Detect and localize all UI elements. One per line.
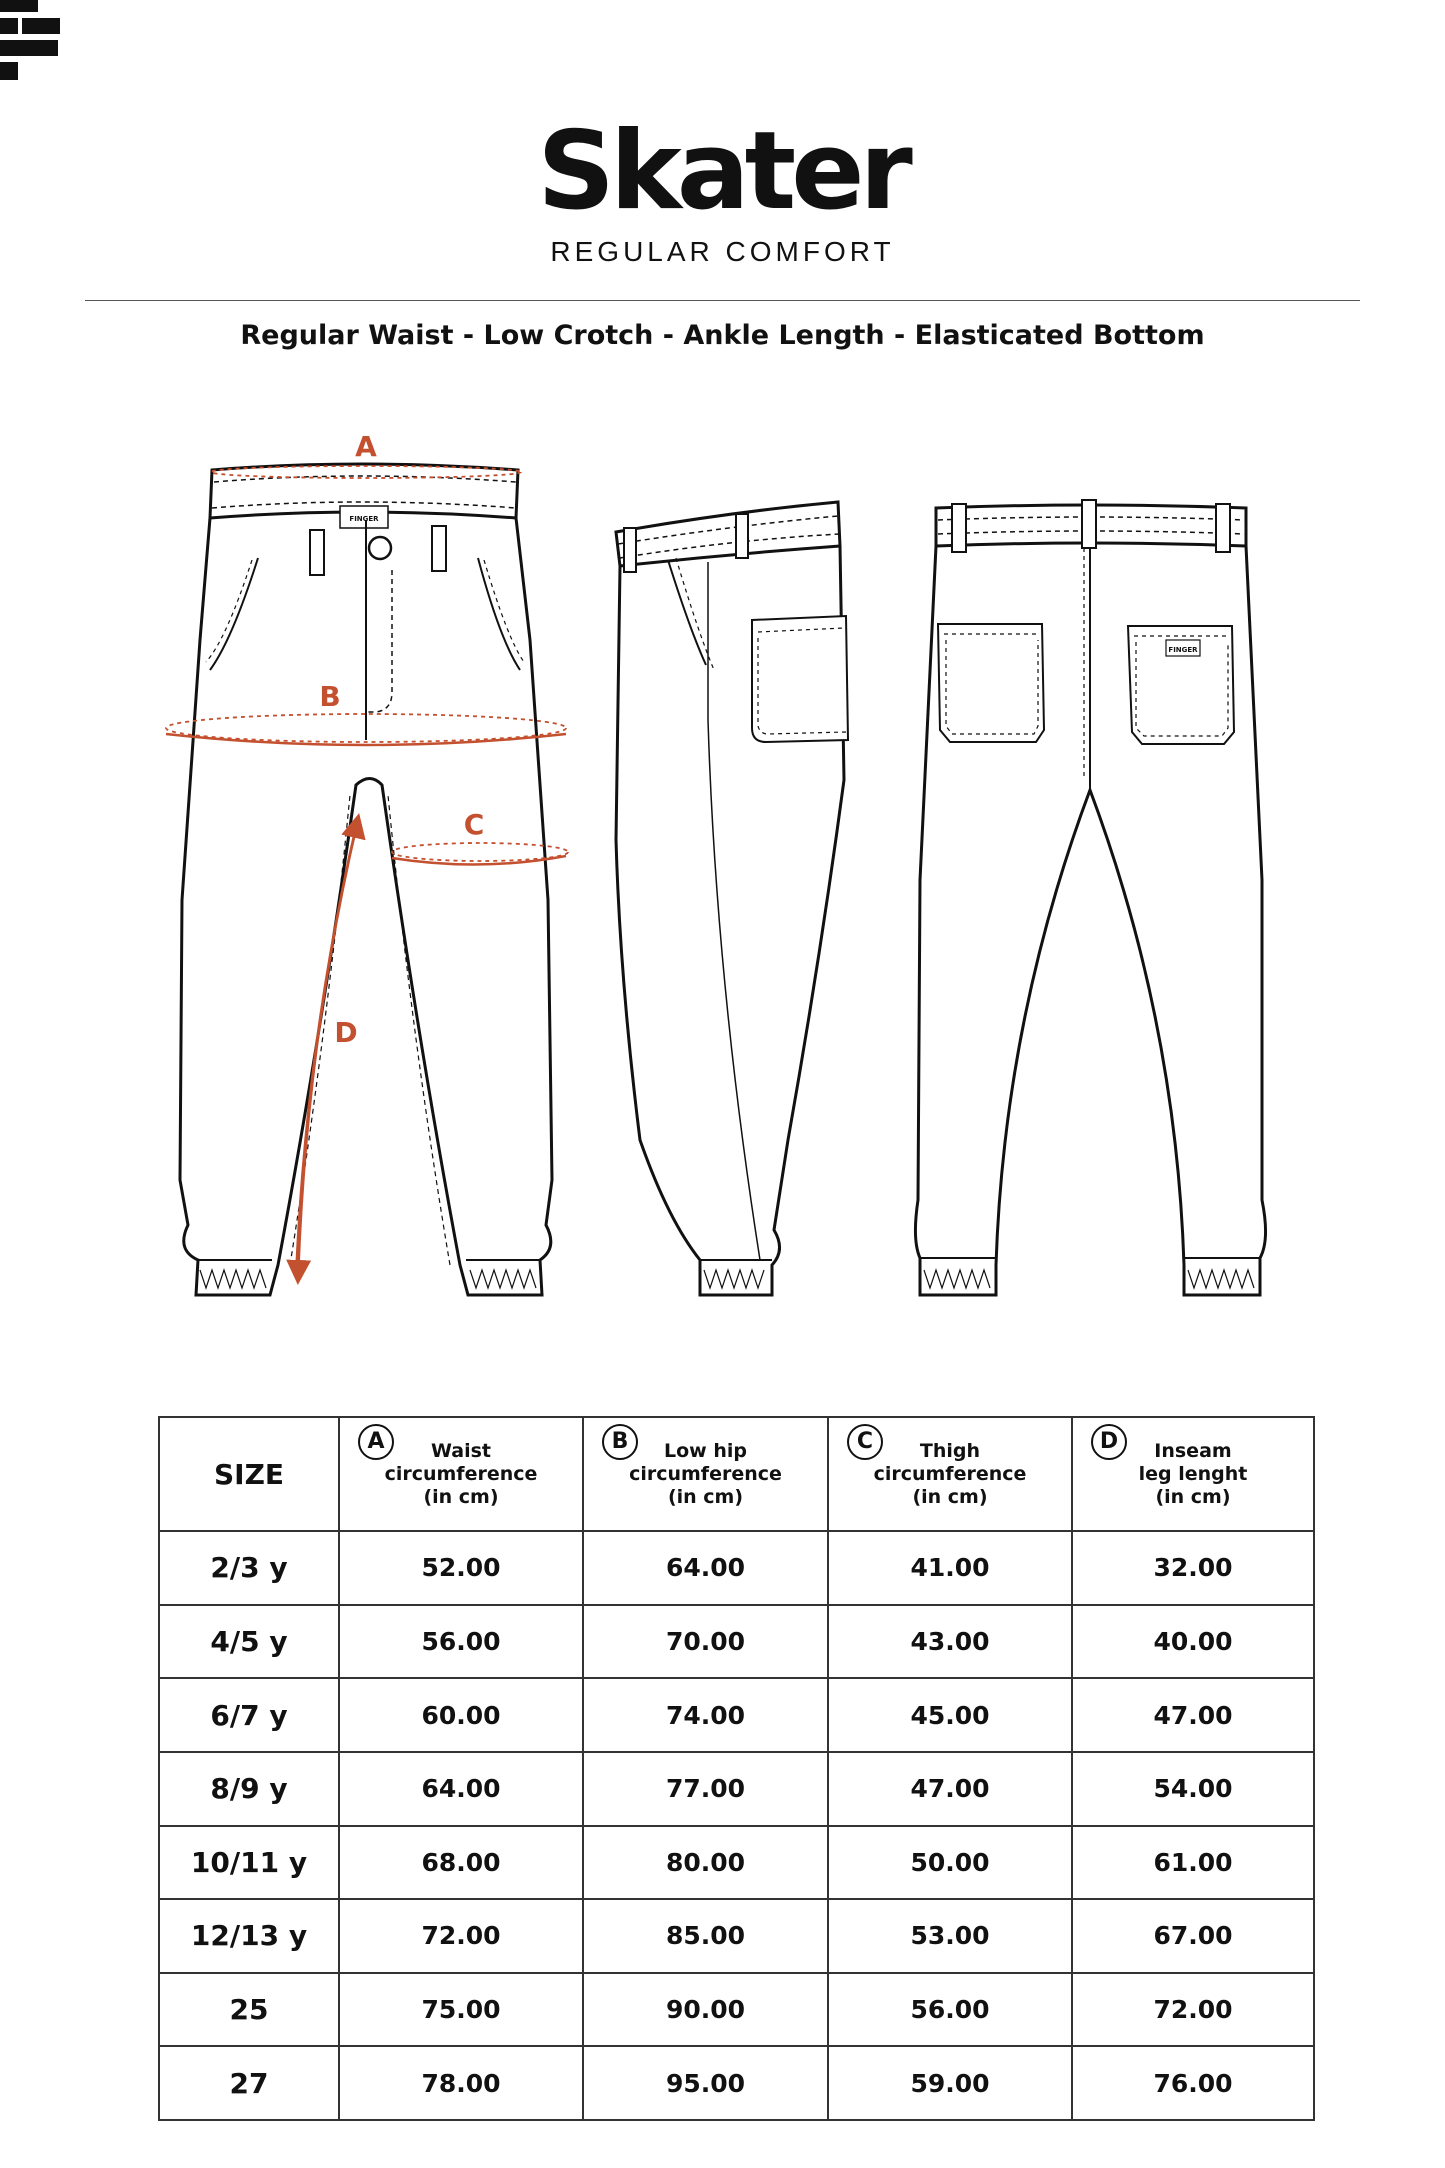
low-hip-cell: 95.00 <box>583 2046 828 2120</box>
badge-c: C <box>847 1424 883 1460</box>
side-view <box>616 502 848 1295</box>
size-cell: 12/13 y <box>159 1899 339 1973</box>
thigh-cell: 53.00 <box>828 1899 1072 1973</box>
badge-b: B <box>602 1424 638 1460</box>
thigh-cell: 50.00 <box>828 1826 1072 1900</box>
size-cell: 8/9 y <box>159 1752 339 1826</box>
size-cell: 2/3 y <box>159 1531 339 1605</box>
column-header-low-hip: B Low hip circumference (in cm) <box>583 1417 828 1531</box>
inseam-cell: 40.00 <box>1072 1605 1314 1679</box>
pants-technical-drawing <box>0 420 1445 1320</box>
waist-cell: 60.00 <box>339 1678 583 1752</box>
table-header-row <box>159 1417 1314 1531</box>
brand-logo-icon <box>0 0 60 82</box>
thigh-cell: 45.00 <box>828 1678 1072 1752</box>
inseam-cell: 72.00 <box>1072 1973 1314 2047</box>
measurement-label-c: C <box>463 808 485 841</box>
measurement-label-a: A <box>355 430 377 463</box>
inseam-cell: 32.00 <box>1072 1531 1314 1605</box>
inseam-cell: 76.00 <box>1072 2046 1314 2120</box>
back-tag-label: FINGER <box>1168 646 1198 654</box>
table-row <box>159 1899 1314 1973</box>
badge-d: D <box>1091 1424 1127 1460</box>
inseam-cell: 54.00 <box>1072 1752 1314 1826</box>
inseam-cell: 67.00 <box>1072 1899 1314 1973</box>
table-row <box>159 1678 1314 1752</box>
waist-cell: 56.00 <box>339 1605 583 1679</box>
front-tag-label: FINGER <box>349 515 379 523</box>
thigh-cell: 43.00 <box>828 1605 1072 1679</box>
thigh-cell: 41.00 <box>828 1531 1072 1605</box>
front-view <box>180 464 552 1295</box>
inseam-cell: 61.00 <box>1072 1826 1314 1900</box>
low-hip-cell: 70.00 <box>583 1605 828 1679</box>
waist-cell: 68.00 <box>339 1826 583 1900</box>
waist-cell: 75.00 <box>339 1973 583 2047</box>
column-header-thigh: C Thigh circumference (in cm) <box>828 1417 1072 1531</box>
table-row <box>159 1531 1314 1605</box>
low-hip-cell: 80.00 <box>583 1826 828 1900</box>
measurement-label-d: D <box>334 1016 358 1049</box>
measurement-label-b: B <box>319 680 341 713</box>
table-row <box>159 2046 1314 2120</box>
low-hip-cell: 85.00 <box>583 1899 828 1973</box>
column-header-inseam: D Inseam leg lenght (in cm) <box>1072 1417 1314 1531</box>
low-hip-cell: 77.00 <box>583 1752 828 1826</box>
product-features: Regular Waist - Low Crotch - Ankle Length - Elasticated Bottom <box>240 320 1205 351</box>
size-cell: 25 <box>159 1973 339 2047</box>
size-column-header: SIZE <box>159 1417 339 1531</box>
product-subtitle: REGULAR COMFORT <box>550 236 895 267</box>
thigh-cell: 47.00 <box>828 1752 1072 1826</box>
thigh-cell: 56.00 <box>828 1973 1072 2047</box>
back-view <box>915 500 1265 1295</box>
low-hip-cell: 64.00 <box>583 1531 828 1605</box>
column-header-waist: A Waist circumference (in cm) <box>339 1417 583 1531</box>
header-divider <box>85 300 1360 301</box>
product-title: Skater <box>537 109 908 234</box>
table-row <box>159 1605 1314 1679</box>
waist-cell: 64.00 <box>339 1752 583 1826</box>
size-cell: 27 <box>159 2046 339 2120</box>
badge-a: A <box>358 1424 394 1460</box>
low-hip-cell: 74.00 <box>583 1678 828 1752</box>
size-cell: 10/11 y <box>159 1826 339 1900</box>
waist-cell: 78.00 <box>339 2046 583 2120</box>
thigh-cell: 59.00 <box>828 2046 1072 2120</box>
waist-cell: 52.00 <box>339 1531 583 1605</box>
size-cell: 4/5 y <box>159 1605 339 1679</box>
low-hip-cell: 90.00 <box>583 1973 828 2047</box>
waist-cell: 72.00 <box>339 1899 583 1973</box>
size-cell: 6/7 y <box>159 1678 339 1752</box>
table-row <box>159 1826 1314 1900</box>
table-row <box>159 1973 1314 2047</box>
size-chart-table <box>158 1416 1315 2121</box>
table-row <box>159 1752 1314 1826</box>
inseam-cell: 47.00 <box>1072 1678 1314 1752</box>
